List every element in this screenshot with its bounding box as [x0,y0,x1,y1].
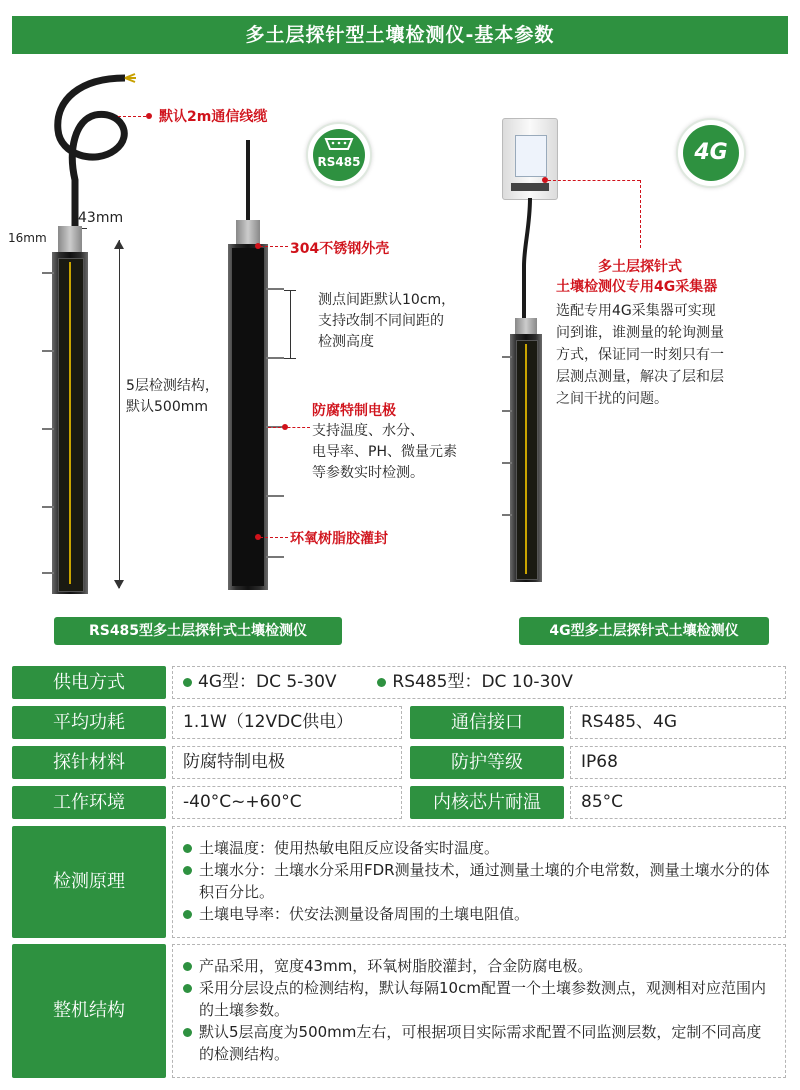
principle-item [183,859,775,903]
structure-label: 整机结构 [12,944,166,1078]
seal-label: 环氧树脂胶灌封 [290,531,388,547]
bullet-dot [183,1028,192,1037]
principle-list [172,826,786,938]
power-value-cell [172,666,786,699]
4g-badge [676,118,746,188]
structure-item-text: 默认5层高度为500mm左右，可根据项目实际需求配置不同监测层数，定制不同高度的检测结构。 [199,1023,762,1063]
spacing-line1: 测点间距默认10cm， [318,292,456,308]
probe-spike [502,356,512,358]
4g-badge-label: 4G [683,125,739,181]
spacing-line3: 检测高度 [318,334,374,350]
probe-spike [42,272,54,274]
env-label: 工作环境 [12,786,166,819]
page-title: 多土层探针型土壤检测仪-基本参数 [12,16,788,54]
probe-material-label: 探针材料 [12,746,166,779]
env-value: -40°C~+60°C [172,786,402,819]
probe-spike [266,288,284,290]
bullet-dot [377,678,386,687]
4g-device-caption: 4G型多土层探针式土壤检测仪 [519,617,769,645]
power-label: 供电方式 [12,666,166,699]
seal-pointer-line [260,537,288,538]
structure-item-text: 产品采用，宽度43mm，环氧树脂胶灌封，合金防腐电极。 [199,957,593,975]
principle-item-text: 土壤电导率：伏安法测量设备周围的土壤电阻值。 [199,905,530,923]
probe-spike [42,506,54,508]
probe-connector [58,226,82,254]
structure-item [183,955,775,977]
bullet-dot [183,866,192,875]
probe-spike [266,495,284,497]
shell-label: 304不锈钢外壳 [290,241,390,257]
spacing-tick-top [284,290,296,291]
probe-spike [502,462,512,464]
depth-label: 16mm [8,231,47,245]
protection-value: IP68 [570,746,786,779]
principle-item [183,903,775,925]
spacing-line2: 支持改制不同间距的 [318,313,444,329]
4g-collector-box [502,118,558,200]
collector-desc-line3: 方式，保证同一时刻只有一 [556,347,724,363]
principle-label: 检测原理 [12,826,166,938]
consumption-label: 平均功耗 [12,706,166,739]
right-cable [512,196,552,326]
principle-item [183,837,775,859]
collector-desc-line2: 问到谁，谁测量的轮询测量 [556,325,724,341]
rs485-badge-inner [313,129,365,181]
probe-spike [266,556,284,558]
probe-spike [42,428,54,430]
chip-temp-value: 85°C [570,786,786,819]
shell-pointer-line [260,246,288,247]
probe-spike [42,350,54,352]
interface-value: RS485、4G [570,706,786,739]
middle-cable [246,140,250,222]
bullet-dot [183,962,192,971]
bullet-dot [183,910,192,919]
structure-item [183,977,775,1021]
collector-desc-line5: 之间干扰的问题。 [556,391,668,407]
electrode-line3: 等参数实时检测。 [312,465,424,481]
height-dimension-line [119,240,120,588]
probe-material-value: 防腐特制电极 [172,746,402,779]
probe-spike [502,410,512,412]
electrode-title: 防腐特制电极 [312,403,396,419]
structure-item [183,1021,775,1065]
probe-spike [502,514,512,516]
scale-line [525,344,527,574]
rs485-badge [306,122,372,188]
consumption-value: 1.1W（12VDC供电） [172,706,402,739]
width-label: 43mm [78,210,124,226]
power-opt1: 4G型：DC 5-30V [198,672,337,692]
arrow-up-icon [114,240,124,249]
collector-pointer-line-h [548,180,640,181]
rs485-device-caption: RS485型多土层探针式土壤检测仪 [54,617,342,645]
collector-desc-line1: 选配专用4G采集器可实现 [556,303,716,319]
bullet-dot [183,678,192,687]
left-probe-scale [58,258,84,592]
spacing-dimension-line [290,290,291,358]
electrode-line1: 支持温度、水分、 [312,423,424,439]
structure-list [172,944,786,1078]
chip-temp-label: 内核芯片耐温 [410,786,564,819]
principle-item-text: 土壤水分：土壤水分采用FDR测量技术，通过测量土壤的介电常数，测量土壤水分的体积百分比。 [199,861,770,901]
collector-pointer-line-v [640,180,641,248]
power-opt2: RS485型：DC 10-30V [392,672,573,692]
principle-item-text: 土壤温度：使用热敏电阻反应设备实时温度。 [199,839,500,857]
collector-mount [511,183,549,191]
collector-desc-line4: 层测点测量，解决了层和层 [556,369,724,385]
arrow-down-icon [114,580,124,589]
bullet-dot [183,844,192,853]
serial-port-icon [324,137,354,151]
collector-label-panel [515,135,547,177]
collector-title-line1: 多土层探针式 [598,259,682,275]
interface-label: 通信接口 [410,706,564,739]
cable-pointer-dot [146,113,152,119]
cable-label: 默认2m通信线缆 [159,109,268,125]
protection-label: 防护等级 [410,746,564,779]
spacing-tick-bottom [284,358,296,359]
cable-pointer-line [118,116,146,117]
collector-title-line2: 土壤检测仪专用4G采集器 [556,279,718,295]
probe-spike [42,572,54,574]
rs485-badge-label: RS485 [317,155,361,169]
probe-spike [266,357,284,359]
height-label-line2: 默认500mm [126,399,208,415]
electrode-line2: 电导率、PH、微量元素 [312,444,457,460]
structure-item-text: 采用分层设点的检测结构，默认每隔10cm配置一个土壤参数测点，观测相对应范围内的土壤参数。 [199,979,766,1019]
electrode-pointer-line [268,427,310,428]
right-probe-scale [516,340,538,580]
height-label-line1: 5层检测结构， [126,378,219,394]
bullet-dot [183,984,192,993]
scale-line [69,262,71,584]
